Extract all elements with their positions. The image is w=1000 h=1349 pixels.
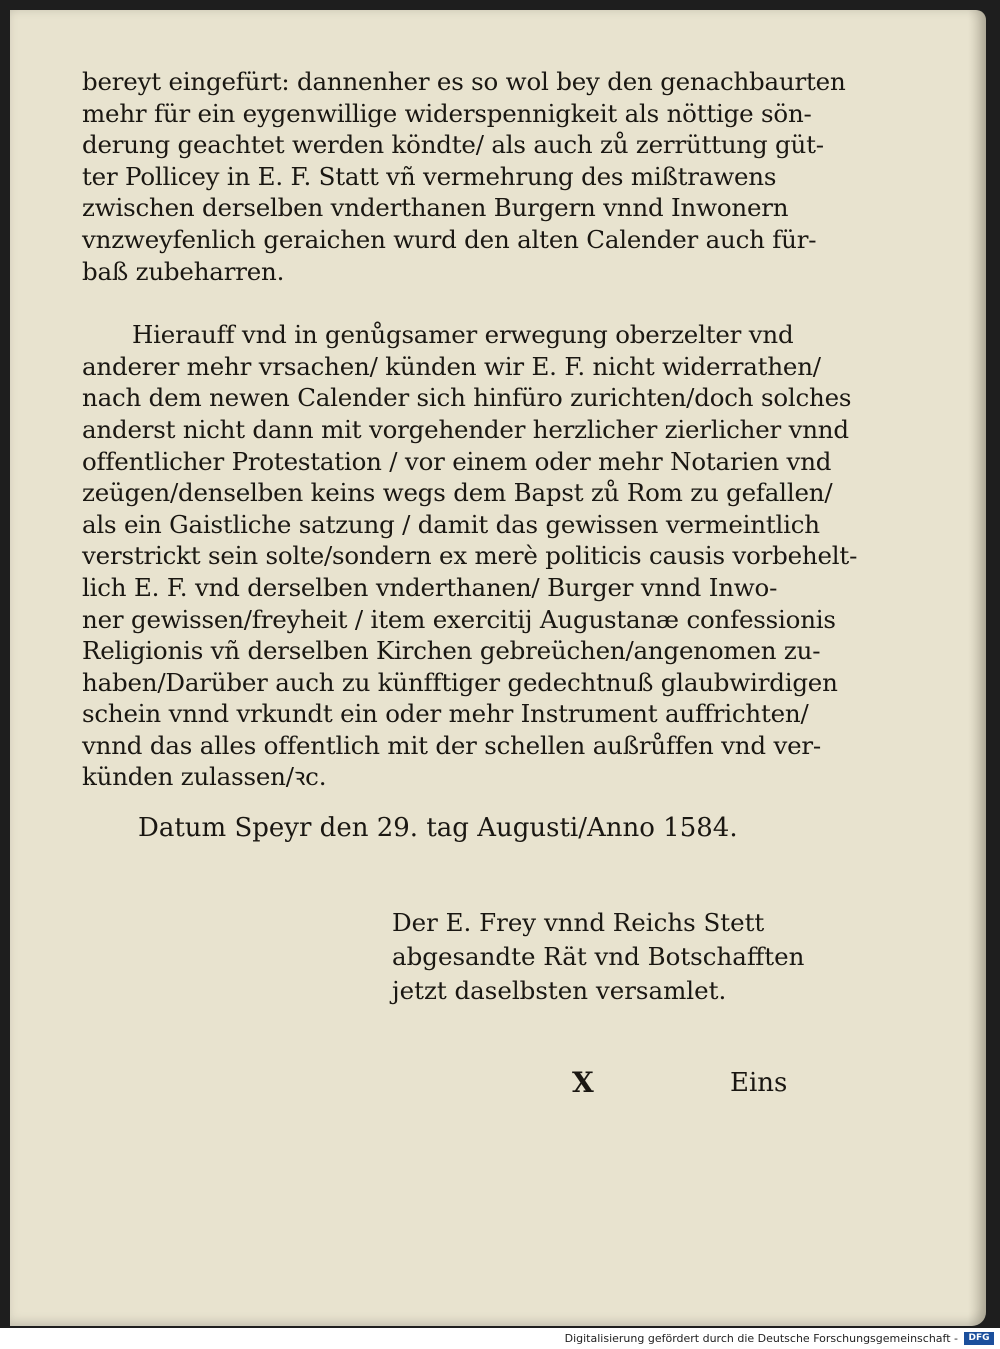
text-line: baß zubeharren.	[82, 256, 285, 286]
signature-block	[392, 906, 804, 1008]
text-line: ner gewissen/freyheit / item exercitij Augustanæ confessionis	[82, 604, 836, 634]
text-line: derung geachtet werden köndte/ als auch zů zerrüttung güt-	[82, 130, 824, 160]
text-line: schein vnnd vrkundt ein oder mehr Instrument auffrichten/	[82, 699, 809, 729]
text-line: anderer mehr vrsachen/ künden wir E. F. nicht widerrathen/	[82, 351, 821, 381]
text-line: mehr für ein eygenwillige widerspennigkeit als nöttige sön-	[82, 98, 812, 128]
funding-note: Digitalisierung gefördert durch die Deutsche Forschungsgemeinschaft -	[564, 1332, 958, 1345]
text-line: anderst nicht dann mit vorgehender herzlicher zierlicher vnnd	[82, 414, 849, 444]
signature-mark: X	[572, 1066, 594, 1099]
text-line: zeügen/denselben keins wegs dem Bapst zů Rom zu gefallen/	[82, 478, 833, 508]
signature-line: Der E. Frey vnnd Reichs Stett	[392, 908, 765, 937]
text-line: bereyt eingefürt: dannenher es so wol bey den genachbaurten	[82, 67, 846, 96]
paragraph-2	[82, 319, 858, 793]
text-line: Hierauff vnd in genůgsamer erwegung oberzelter vnd	[132, 320, 794, 350]
text-line: haben/Darüber auch zu künfftiger gedechtnuß glaubwirdigen	[82, 667, 838, 697]
text-line: ter Pollicey in E. F. Statt vñ vermehrung des mißtrawens	[82, 161, 777, 191]
dateline: Datum Speyr den 29. tag Augusti/Anno 1584.	[138, 813, 738, 843]
text-line: nach dem newen Calender sich hinfüro zurichten/doch solches	[82, 383, 852, 413]
catchword: Eins	[730, 1068, 788, 1098]
text-line: verstrickt sein solte/sondern ex merè politicis causis vorbehelt-	[82, 541, 858, 571]
dfg-logo: DFG	[964, 1332, 994, 1345]
paragraph-1	[82, 66, 846, 287]
text-line: offentlicher Protestation / vor einem oder mehr Notarien vnd	[82, 446, 832, 476]
paragraph-gap	[82, 287, 822, 319]
text-line: lich E. F. vnd derselben vnderthanen/ Burger vnnd Inwo-	[82, 572, 778, 602]
body-text	[82, 66, 858, 793]
text-line: vnzweyfenlich geraichen wurd den alten Calender auch für-	[82, 224, 817, 254]
text-line: vnnd das alles offentlich mit der schellen außrůffen vnd ver-	[82, 730, 821, 760]
text-line: Religionis vñ derselben Kirchen gebreüchen/angenomen zu-	[82, 636, 821, 666]
text-line: zwischen derselben vnderthanen Burgern vnnd Inwonern	[82, 193, 789, 223]
text-line: künden zulassen/ꝛc.	[82, 762, 327, 792]
book-page	[10, 10, 986, 1326]
signature-line: jetzt daselbsten versamlet.	[392, 976, 727, 1005]
text-line: als ein Gaistliche satzung / damit das gewissen vermeintlich	[82, 509, 820, 539]
signature-line: abgesandte Rät vnd Botschafften	[392, 942, 805, 971]
